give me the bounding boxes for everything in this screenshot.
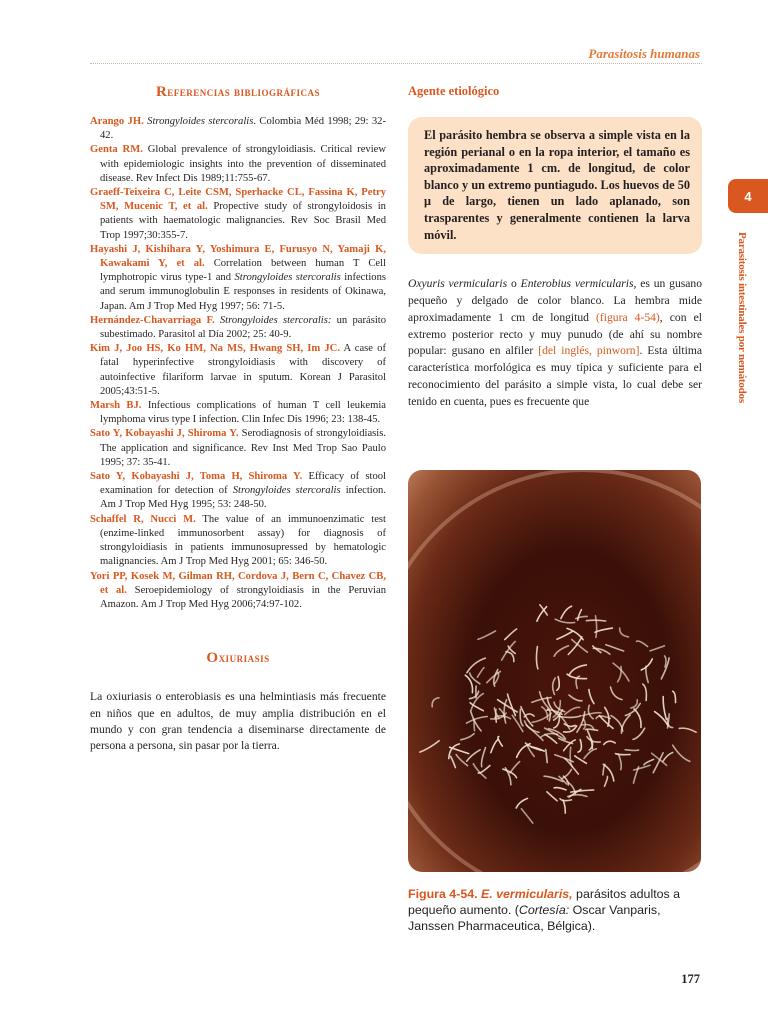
worm (634, 765, 650, 770)
worm (633, 728, 645, 739)
reference-authors: Sato Y, Kobayashi J, Shiroma Y. (90, 428, 239, 440)
reference-item: Graeff-Teixeira C, Leite CSM, Sperhacke CL, Fassina K, Petry SM, Mucenic T, et al. Propective study of strongyloidosis in patients with haematologic malignancies. Rev Soc Brasil Med Trop 1997;30:355-7. (90, 187, 386, 241)
worm (611, 687, 623, 700)
worm (521, 707, 533, 726)
worm (554, 788, 566, 790)
reference-authors: Schaffel R, Nucci M. (90, 513, 196, 525)
worm (546, 750, 548, 763)
worm (595, 628, 612, 632)
worm (516, 798, 527, 808)
right-column (408, 84, 702, 411)
pinworm-photo (408, 470, 701, 872)
cross-reference-link: [del inglés, pinworn] (538, 344, 640, 358)
callout-text: El parásito hembra se observa a simple vista en la región perianal o en la ropa interior, el tamaño es aproximadamente 1 cm. de longitud, de color blanco y un extremo puntiagudo. Los huevos de 50 μ de largo, tienen un lado aplanado, son trasparentes y generalmente contienen la larva móvil. (424, 128, 690, 242)
worm (631, 700, 637, 708)
left-column (90, 84, 386, 755)
worm (432, 698, 439, 707)
reference-authors: Marsh BJ. (90, 400, 142, 412)
worm (477, 668, 484, 678)
petri-dish-rim (408, 470, 701, 872)
worm (618, 754, 621, 770)
worm (625, 750, 638, 751)
side-chapter-title: Parasitosis intestinales por nemátodos (736, 232, 748, 403)
worm (603, 764, 614, 781)
worm (605, 777, 608, 787)
reference-item: Hernández-Chavarriaga F. Strongyloides stercoralis: un parásito subestimado. Parasitol al Día 2002; 25: 40-9. (90, 314, 387, 341)
worm (588, 705, 593, 719)
worm (557, 631, 573, 639)
worm (578, 740, 581, 753)
cross-reference-link: (figura 4-54) (596, 310, 660, 324)
worm (569, 695, 582, 701)
oxiuriasis-heading: Oxiuriasis (206, 650, 270, 667)
reference-authors: Sato Y, Kobayashi J, Toma H, Shiroma Y. (90, 471, 303, 483)
worm (478, 631, 496, 639)
worm (547, 792, 557, 801)
header-rule (90, 63, 702, 64)
reference-authors: Kim J, Joo HS, Ko HM, Na MS, Hwang SH, Im JC. (90, 343, 340, 355)
worm (451, 756, 456, 767)
worm (524, 714, 534, 717)
reference-item: Kim J, Joo HS, Ko HM, Na MS, Hwang SH, Im JC. A case of fatal hyperinfective strongyloidiasis with discovery of autoinfective filariform larvae in sputum. Korean J Parasitol 2005;43:51-5. (90, 343, 386, 397)
worm (461, 734, 474, 740)
worm (603, 764, 605, 775)
worm (553, 678, 556, 694)
worm (561, 606, 572, 618)
reference-item: Marsh BJ. Infectious complications of human T cell leukemia lymphoma virus type I infection. Clin Infec Dis 1996; 23: 138-45. (90, 400, 386, 426)
worm (505, 629, 517, 640)
worm (568, 795, 587, 797)
worm (663, 753, 673, 762)
worm (570, 665, 587, 674)
worm (663, 697, 666, 720)
worm (491, 739, 498, 752)
worm (596, 616, 597, 638)
worm (586, 620, 605, 621)
reference-item: Sato Y, Kobayashi J, Toma H, Shiroma Y. Efficacy of stool examination for detection of Strongyloides stercoralis infection. Am J Trop Med Hyg 1995; 53: 248-50. (90, 471, 386, 511)
worm (555, 619, 574, 623)
worm (673, 745, 690, 761)
worm (521, 809, 532, 823)
reference-authors: Arango JH. (90, 116, 144, 127)
page-number: 177 (681, 972, 700, 986)
figure-caption: Figura 4-54. E. vermicularis, parásitos adultos a pequeño aumento. (Cortesía: Oscar Vanparis, Janssen Pharmaceutica, Bélgica). (408, 887, 681, 933)
worm (679, 728, 696, 732)
worm (456, 755, 467, 766)
worm (606, 645, 624, 651)
worm (604, 741, 616, 744)
references-heading: Referencias bibliográficas (155, 84, 321, 100)
reference-item: Sato Y, Kobayashi J, Shiroma Y. Serodiagnosis of strongyloidiasis. The application and significance. Rev Inst Med Trop Sao Paulo 1995; 37: 35-41. (90, 428, 386, 468)
worm (565, 707, 580, 714)
worm (616, 754, 631, 755)
worm (498, 737, 502, 747)
worm (646, 666, 648, 682)
worm (641, 659, 652, 670)
key-point-callout (408, 117, 702, 254)
worm (643, 684, 647, 700)
worm (508, 694, 516, 715)
chapter-tab: 4 (728, 179, 768, 213)
worm (644, 759, 654, 764)
worm (467, 717, 488, 724)
worm (554, 646, 568, 656)
running-head: Parasitosis humanas (588, 46, 700, 61)
reference-authors: Graeff-Teixeira C, Leite CSM, Sperhacke CL, Fassina K, Petry SM, Mucenic T, et al. (90, 187, 386, 213)
worm (510, 762, 520, 773)
reference-item: Schaffel R, Nucci M. The value of an immunoenzimatic test (enzime-linked immunosorbent assay) for diagnosis of strongyloidiasis in patients immunosupressed by hematologic malignancies. Am J Trop Med Hyg 2001; 65: 346-50. (90, 513, 386, 568)
worm (467, 750, 480, 762)
worm (665, 656, 666, 667)
agente-heading: Agente etiológico (408, 84, 500, 98)
worm (496, 709, 497, 722)
reference-item: Genta RM. Global prevalence of strongyloidiasis. Critical review with epidemiologic insights into the prevention of disseminated disease. Rev Infect Dis 1989;11:755-67. (90, 144, 386, 184)
worm (634, 709, 641, 728)
worm (557, 677, 560, 691)
worm (650, 646, 665, 651)
worm (481, 748, 485, 767)
agente-paragraph: Oxyuris vermicularis o Enterobius vermicularis, es un gusano pequeño y delgado de color blanco. La hembra mide aproximadamente 1 cm de longitud (figura 4-54), con el extremo posterior recto y muy punudo (de ahí su nombre popular: gusano en alfiler [del inglés, pinworn]. Esta última característica morfológica es muy típica y suficiente para el reconocimiento del parásito a simple vista, lo cual debe ser tenido en cuenta, pues es frecuente que (408, 277, 703, 408)
worm (587, 737, 600, 742)
reference-authors: Hernández-Chavarriaga F. (90, 314, 215, 326)
reference-authors: Yori PP, Kosek M, Gilman RH, Cordova J, Bern C, Chavez CB, et al. (90, 570, 386, 596)
worm (563, 800, 565, 813)
reference-item: Hayashi J, Kishihara Y, Yoshimura E, Furusyo N, Yamaji K, Kawakami Y, et al. Correlation between human T Cell lymphotropic virus type-1 and Strongyloides stercoralis infections and serum immunoglobulin E responses in residents of Okinawa, Japan. Am J Trop Med Hyg 1997; 56: 71-5. (90, 243, 386, 312)
reference-item: Arango JH. Strongyloides stercoralis. Colombia Méd 1998; 29: 32-42. (90, 116, 386, 142)
worm (589, 690, 594, 704)
oxiuriasis-paragraph: La oxiuriasis o enterobiasis es una helmintiasis más frecuente en niños que en adultos, de muy amplia distribución en el mundo y con gran tendencia a diseminarse directamente de persona a persona, sin pasar por la tierra. (90, 690, 386, 753)
worm (578, 610, 582, 621)
worm (637, 641, 648, 647)
worm (620, 628, 629, 637)
references-list (90, 115, 386, 612)
reference-item: Yori PP, Kosek M, Gilman RH, Cordova J, Bern C, Chavez CB, et al. Seroepidemiology of strongyloidiasis in the Peruvian Amazon. Am J Trop Med Hyg 2006;74:97-102. (90, 570, 386, 610)
worm (506, 652, 514, 662)
worm (504, 700, 507, 723)
worm (545, 735, 557, 744)
worm (537, 607, 547, 622)
worm (673, 691, 676, 702)
worm (560, 799, 571, 801)
worm (536, 647, 537, 669)
reference-authors: Hayashi J, Kishihara Y, Yoshimura E, Furusyo N, Yamaji K, Kawakami Y, et al. (90, 243, 386, 270)
worm (562, 769, 572, 778)
worm (420, 741, 439, 752)
reference-authors: Genta RM. (90, 144, 143, 156)
